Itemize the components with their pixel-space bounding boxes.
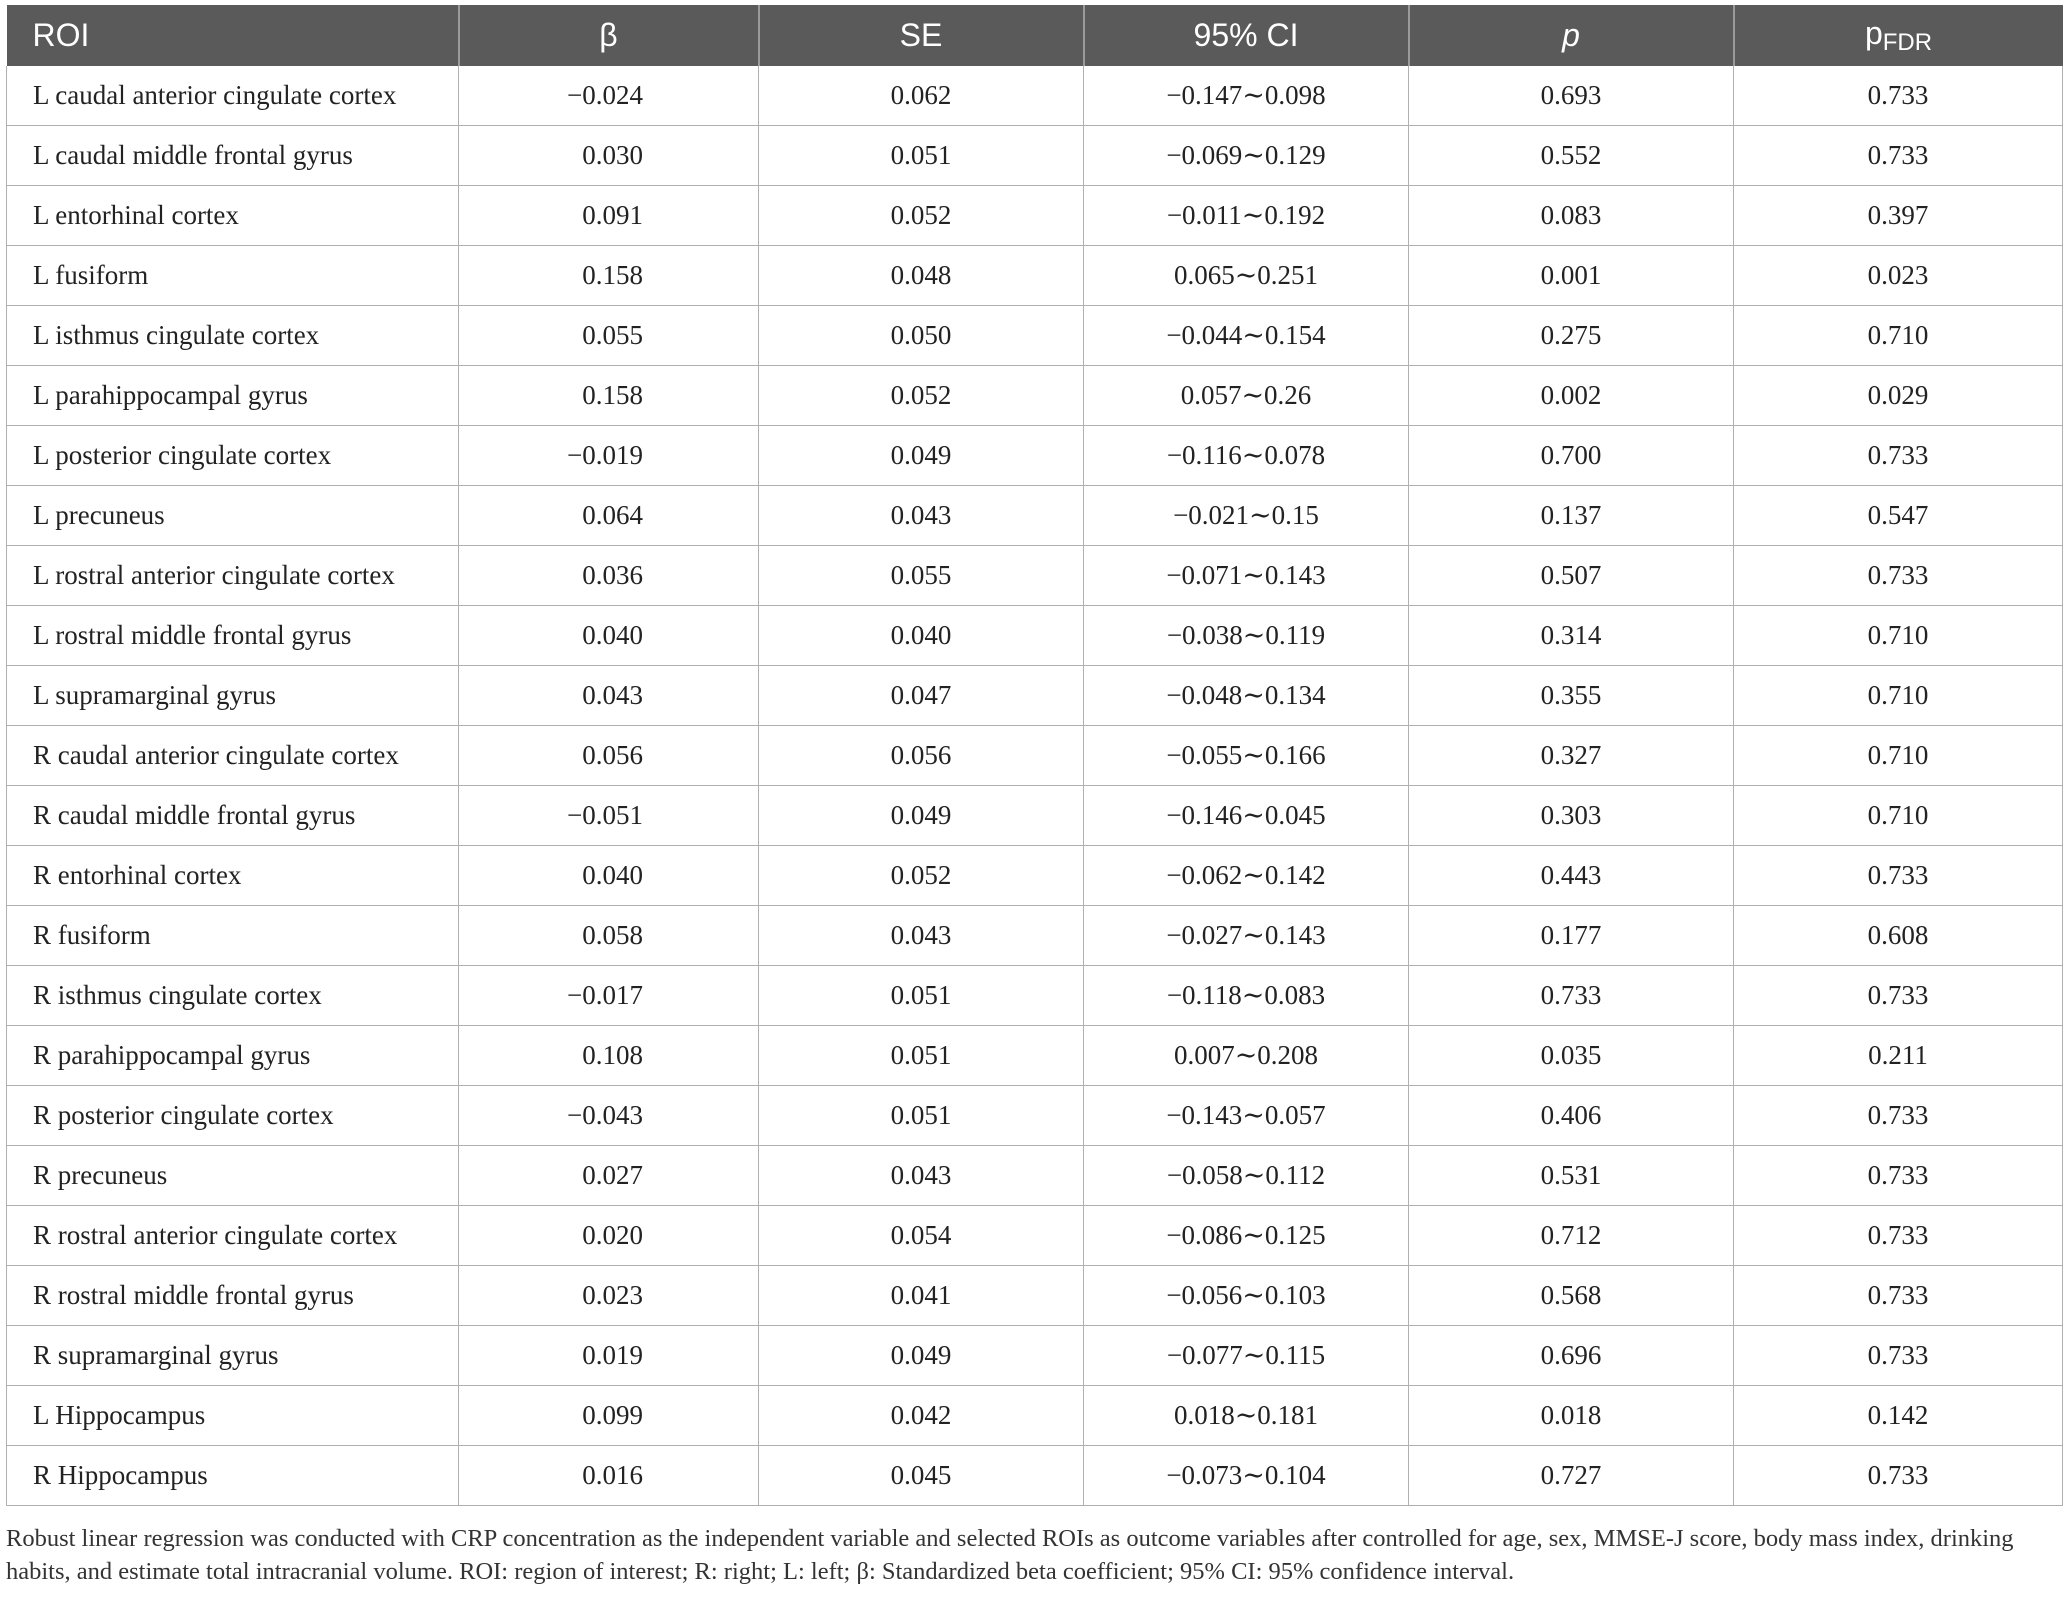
cell-p: 0.303 [1409, 786, 1734, 846]
cell-ci: −0.146∼0.045 [1084, 786, 1409, 846]
cell-pfdr: 0.733 [1734, 846, 2063, 906]
cell-beta: 0.055 [459, 306, 759, 366]
cell-beta: 0.091 [459, 186, 759, 246]
cell-se: 0.051 [759, 966, 1084, 1026]
cell-beta: 0.027 [459, 1146, 759, 1206]
table-row [7, 126, 2063, 186]
cell-roi: R fusiform [7, 906, 459, 966]
cell-p: 0.700 [1409, 426, 1734, 486]
cell-roi: L entorhinal cortex [7, 186, 459, 246]
cell-ci: −0.056∼0.103 [1084, 1266, 1409, 1326]
cell-roi: R isthmus cingulate cortex [7, 966, 459, 1026]
cell-pfdr: 0.733 [1734, 426, 2063, 486]
table-row [7, 1206, 2063, 1266]
cell-beta: 0.056 [459, 726, 759, 786]
cell-p: 0.443 [1409, 846, 1734, 906]
cell-beta: 0.058 [459, 906, 759, 966]
cell-roi: R parahippocampal gyrus [7, 1026, 459, 1086]
cell-p: 0.733 [1409, 966, 1734, 1026]
table-row [7, 1326, 2063, 1386]
table-row [7, 246, 2063, 306]
cell-ci: −0.118∼0.083 [1084, 966, 1409, 1026]
header-pfdr-subscript: FDR [1882, 28, 1933, 56]
cell-p: 0.406 [1409, 1086, 1734, 1146]
cell-pfdr: 0.733 [1734, 1146, 2063, 1206]
cell-roi: R Hippocampus [7, 1446, 459, 1506]
cell-se: 0.054 [759, 1206, 1084, 1266]
cell-roi: L Hippocampus [7, 1386, 459, 1446]
cell-roi: L parahippocampal gyrus [7, 366, 459, 426]
cell-beta: 0.108 [459, 1026, 759, 1086]
cell-pfdr: 0.710 [1734, 606, 2063, 666]
cell-roi: L supramarginal gyrus [7, 666, 459, 726]
cell-beta: 0.040 [459, 606, 759, 666]
cell-roi: R caudal middle frontal gyrus [7, 786, 459, 846]
cell-ci: −0.027∼0.143 [1084, 906, 1409, 966]
cell-pfdr: 0.710 [1734, 786, 2063, 846]
table-row [7, 1446, 2063, 1506]
table-row [7, 186, 2063, 246]
cell-se: 0.043 [759, 486, 1084, 546]
cell-roi: L rostral middle frontal gyrus [7, 606, 459, 666]
cell-beta: 0.023 [459, 1266, 759, 1326]
cell-se: 0.051 [759, 126, 1084, 186]
cell-roi: R precuneus [7, 1146, 459, 1206]
cell-p: 0.314 [1409, 606, 1734, 666]
header-roi: ROI [7, 5, 459, 66]
cell-beta: 0.064 [459, 486, 759, 546]
cell-beta: −0.019 [459, 426, 759, 486]
cell-ci: −0.044∼0.154 [1084, 306, 1409, 366]
cell-se: 0.043 [759, 906, 1084, 966]
cell-roi: L caudal middle frontal gyrus [7, 126, 459, 186]
cell-se: 0.049 [759, 426, 1084, 486]
header-pfdr [1734, 5, 2063, 66]
table-row [7, 606, 2063, 666]
cell-se: 0.056 [759, 726, 1084, 786]
header-pfdr-main: p [1864, 14, 1883, 51]
cell-beta: 0.158 [459, 246, 759, 306]
cell-ci: 0.018∼0.181 [1084, 1386, 1409, 1446]
table-body [7, 66, 2063, 1506]
table-row [7, 1026, 2063, 1086]
header-p [1409, 5, 1734, 66]
table-row [7, 1266, 2063, 1326]
cell-ci: −0.071∼0.143 [1084, 546, 1409, 606]
cell-ci: −0.048∼0.134 [1084, 666, 1409, 726]
results-table [6, 5, 2063, 1506]
cell-p: 0.712 [1409, 1206, 1734, 1266]
cell-ci: −0.055∼0.166 [1084, 726, 1409, 786]
table-row [7, 786, 2063, 846]
cell-beta: 0.036 [459, 546, 759, 606]
cell-roi: L precuneus [7, 486, 459, 546]
cell-pfdr: 0.733 [1734, 546, 2063, 606]
table-row [7, 486, 2063, 546]
table-row [7, 546, 2063, 606]
cell-se: 0.040 [759, 606, 1084, 666]
cell-p: 0.035 [1409, 1026, 1734, 1086]
cell-ci: −0.058∼0.112 [1084, 1146, 1409, 1206]
cell-beta: −0.024 [459, 66, 759, 126]
results-table-container [6, 5, 2062, 1506]
header-ci: 95% CI [1084, 5, 1409, 66]
cell-pfdr: 0.547 [1734, 486, 2063, 546]
cell-p: 0.727 [1409, 1446, 1734, 1506]
table-header [7, 5, 2063, 66]
table-row [7, 966, 2063, 1026]
cell-roi: L rostral anterior cingulate cortex [7, 546, 459, 606]
cell-ci: −0.077∼0.115 [1084, 1326, 1409, 1386]
cell-beta: 0.158 [459, 366, 759, 426]
cell-p: 0.552 [1409, 126, 1734, 186]
cell-beta: −0.043 [459, 1086, 759, 1146]
cell-beta: 0.040 [459, 846, 759, 906]
cell-se: 0.055 [759, 546, 1084, 606]
cell-ci: 0.057∼0.26 [1084, 366, 1409, 426]
cell-p: 0.177 [1409, 906, 1734, 966]
cell-se: 0.045 [759, 1446, 1084, 1506]
table-row [7, 366, 2063, 426]
cell-pfdr: 0.710 [1734, 666, 2063, 726]
cell-pfdr: 0.733 [1734, 1266, 2063, 1326]
cell-ci: −0.069∼0.129 [1084, 126, 1409, 186]
table-row [7, 906, 2063, 966]
cell-beta: 0.016 [459, 1446, 759, 1506]
cell-p: 0.693 [1409, 66, 1734, 126]
cell-p: 0.018 [1409, 1386, 1734, 1446]
cell-ci: −0.143∼0.057 [1084, 1086, 1409, 1146]
table-row [7, 726, 2063, 786]
cell-ci: −0.038∼0.119 [1084, 606, 1409, 666]
cell-se: 0.051 [759, 1086, 1084, 1146]
cell-roi: L caudal anterior cingulate cortex [7, 66, 459, 126]
cell-p: 0.001 [1409, 246, 1734, 306]
cell-ci: −0.086∼0.125 [1084, 1206, 1409, 1266]
cell-pfdr: 0.710 [1734, 726, 2063, 786]
cell-pfdr: 0.608 [1734, 906, 2063, 966]
cell-beta: 0.043 [459, 666, 759, 726]
cell-beta: 0.030 [459, 126, 759, 186]
cell-roi: R rostral anterior cingulate cortex [7, 1206, 459, 1266]
cell-se: 0.050 [759, 306, 1084, 366]
cell-se: 0.049 [759, 1326, 1084, 1386]
cell-beta: −0.017 [459, 966, 759, 1026]
cell-pfdr: 0.733 [1734, 1206, 2063, 1266]
cell-pfdr: 0.733 [1734, 126, 2063, 186]
cell-roi: L isthmus cingulate cortex [7, 306, 459, 366]
cell-pfdr: 0.733 [1734, 966, 2063, 1026]
cell-roi: R supramarginal gyrus [7, 1326, 459, 1386]
cell-roi: L fusiform [7, 246, 459, 306]
cell-beta: 0.099 [459, 1386, 759, 1446]
header-row [7, 5, 2063, 66]
cell-se: 0.052 [759, 186, 1084, 246]
cell-pfdr: 0.023 [1734, 246, 2063, 306]
header-se: SE [759, 5, 1084, 66]
cell-se: 0.051 [759, 1026, 1084, 1086]
cell-p: 0.002 [1409, 366, 1734, 426]
cell-p: 0.327 [1409, 726, 1734, 786]
cell-pfdr: 0.142 [1734, 1386, 2063, 1446]
cell-roi: R caudal anterior cingulate cortex [7, 726, 459, 786]
table-row [7, 1386, 2063, 1446]
table-row [7, 846, 2063, 906]
cell-p: 0.531 [1409, 1146, 1734, 1206]
table-row [7, 1086, 2063, 1146]
cell-ci: −0.147∼0.098 [1084, 66, 1409, 126]
cell-p: 0.696 [1409, 1326, 1734, 1386]
cell-pfdr: 0.397 [1734, 186, 2063, 246]
cell-se: 0.043 [759, 1146, 1084, 1206]
cell-se: 0.042 [759, 1386, 1084, 1446]
cell-pfdr: 0.029 [1734, 366, 2063, 426]
cell-se: 0.062 [759, 66, 1084, 126]
cell-ci: −0.073∼0.104 [1084, 1446, 1409, 1506]
cell-beta: 0.020 [459, 1206, 759, 1266]
cell-se: 0.041 [759, 1266, 1084, 1326]
cell-se: 0.049 [759, 786, 1084, 846]
cell-pfdr: 0.733 [1734, 1326, 2063, 1386]
cell-roi: R posterior cingulate cortex [7, 1086, 459, 1146]
cell-p: 0.083 [1409, 186, 1734, 246]
cell-beta: 0.019 [459, 1326, 759, 1386]
cell-pfdr: 0.710 [1734, 306, 2063, 366]
header-beta: β [459, 5, 759, 66]
cell-ci: 0.007∼0.208 [1084, 1026, 1409, 1086]
cell-p: 0.137 [1409, 486, 1734, 546]
header-p-label: p [1562, 17, 1580, 53]
cell-se: 0.052 [759, 846, 1084, 906]
table-footnote: Robust linear regression was conducted with CRP concentration as the independent variable and selected ROIs as outcome variables after controlled for age, sex, MMSE-J score, body mass index, drinking habits, and estimate total intracranial volume. ROI: region of interest; R: right; L: left; β: Standardized beta coefficient; 95% CI: 95% confidence interval. [6, 1525, 2014, 1585]
cell-ci: −0.116∼0.078 [1084, 426, 1409, 486]
table-row [7, 426, 2063, 486]
cell-p: 0.507 [1409, 546, 1734, 606]
cell-pfdr: 0.733 [1734, 1446, 2063, 1506]
cell-roi: L posterior cingulate cortex [7, 426, 459, 486]
table-row [7, 666, 2063, 726]
cell-se: 0.052 [759, 366, 1084, 426]
cell-p: 0.275 [1409, 306, 1734, 366]
cell-pfdr: 0.733 [1734, 66, 2063, 126]
table-row [7, 66, 2063, 126]
cell-pfdr: 0.211 [1734, 1026, 2063, 1086]
cell-ci: −0.062∼0.142 [1084, 846, 1409, 906]
cell-p: 0.568 [1409, 1266, 1734, 1326]
cell-roi: R entorhinal cortex [7, 846, 459, 906]
cell-se: 0.047 [759, 666, 1084, 726]
cell-ci: −0.011∼0.192 [1084, 186, 1409, 246]
table-row [7, 306, 2063, 366]
cell-ci: −0.021∼0.15 [1084, 486, 1409, 546]
cell-beta: −0.051 [459, 786, 759, 846]
cell-roi: R rostral middle frontal gyrus [7, 1266, 459, 1326]
cell-p: 0.355 [1409, 666, 1734, 726]
cell-ci: 0.065∼0.251 [1084, 246, 1409, 306]
cell-se: 0.048 [759, 246, 1084, 306]
table-row [7, 1146, 2063, 1206]
cell-pfdr: 0.733 [1734, 1086, 2063, 1146]
